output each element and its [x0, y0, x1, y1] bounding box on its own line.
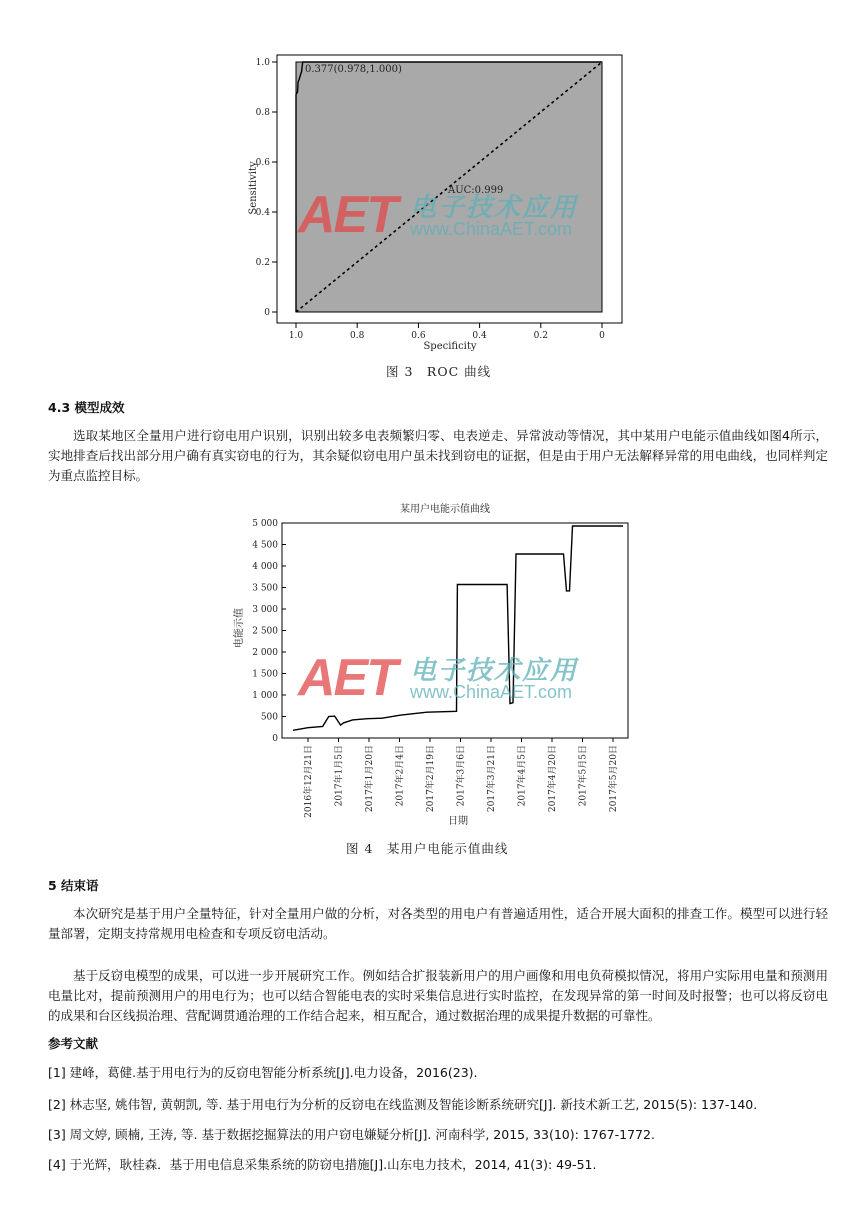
energy-y-tick-label: 0	[272, 734, 278, 744]
watermark-cn: 电子技术应用	[410, 656, 579, 686]
watermark-1	[298, 185, 588, 255]
roc-y-tick-label: 0	[264, 308, 270, 318]
roc-x-tick-label: 1.0	[288, 331, 304, 341]
energy-y-axis-label: 电能示值	[234, 608, 245, 648]
roc-annotation-cutoff: 0.377(0.978,1.000)	[305, 64, 402, 75]
watermark-url: www.ChinaAET.com	[410, 682, 573, 702]
watermark-brand: AET	[298, 186, 396, 244]
energy-x-tick-label: 2017年2月19日	[426, 745, 436, 813]
roc-y-tick-label: 1.0	[255, 58, 270, 68]
energy-y-tick-label: 1 000	[252, 691, 278, 701]
energy-x-tick-label: 2017年3月6日	[456, 745, 467, 807]
section-5-paragraph-2: 基于反窃电模型的成果，可以进一步开展研究工作。例如结合扩报装新用户的用户画像和用电负荷模拟情况，将用户实际用电量和预测用电量比对，提前预测用户的用电行为；也可以结合智能电表的实时采集信息进行实时监控，在发现异常的第一时间及时报警；也可以将反窃电的成果和台区线损治理、营配调贯通治理的工作结合起来，相互配合，通过数据治理的成果提升数据的可靠性。	[48, 968, 828, 1023]
roc-annotation-auc: AUC:0.999	[448, 185, 504, 196]
roc-y-axis-label: Sensitivity	[248, 161, 259, 215]
roc-y-tick-label: 0.6	[255, 158, 270, 168]
energy-y-tick-label: 2 500	[252, 626, 278, 637]
energy-x-tick-label: 2017年4月20日	[548, 745, 558, 813]
figure3-caption: 图 3 ROC 曲线	[386, 364, 492, 379]
watermark-cn: 电子技术应用	[410, 193, 579, 223]
section-4-3-heading: 4.3 模型成效	[48, 400, 125, 415]
energy-x-tick-label: 2017年5月20日	[609, 745, 619, 813]
energy-y-tick-label: 4 500	[252, 540, 278, 551]
reference-item-3: [3] 周文婷, 顾楠, 王涛, 等. 基于数据挖掘算法的用户窃电嫌疑分析[J]. 河南科学, 2015, 33(10): 1767-1772.	[48, 1127, 655, 1142]
energy-x-tick-label: 2017年1月20日	[365, 745, 375, 813]
energy-x-tick-label: 2017年5月5日	[578, 745, 589, 807]
roc-y-tick-label: 0.2	[255, 258, 270, 268]
energy-y-tick-label: 1 500	[252, 669, 278, 680]
watermark-brand: AET	[298, 649, 396, 707]
roc-x-tick-label: 0.2	[533, 331, 548, 341]
energy-x-tick-label: 2017年3月21日	[487, 745, 497, 813]
energy-y-tick-label: 2 000	[252, 648, 278, 658]
roc-x-tick-label: 0	[599, 331, 605, 341]
energy-y-tick-label: 5 000	[252, 519, 278, 529]
references-heading: 参考文献	[48, 1036, 99, 1051]
reference-item-1: [1] 建峰，葛健.基于用电行为的反窃电智能分析系统[J].电力设备，2016(23).	[48, 1065, 478, 1080]
energy-x-tick-label: 2017年1月5日	[334, 745, 345, 807]
watermark-2	[298, 648, 588, 718]
watermark-url: www.ChinaAET.com	[410, 219, 573, 239]
energy-y-tick-label: 4 000	[252, 562, 278, 572]
energy-chart-title: 某用户电能示值曲线	[400, 504, 490, 515]
energy-x-axis-label: 日期	[448, 816, 468, 827]
section-4-3-paragraph: 选取某地区全量用户进行窃电用户识别，识别出较多电表频繁归零、电表逆走、异常波动等情况，其中某用户电能示值曲线如图4所示，实地排查后找出部分用户确有真实窃电的行为，其余疑似窃电用户虽未找到窃电的证据，但是由于用户无法解释异常的用电曲线，也同样判定为重点监控目标。	[48, 428, 828, 483]
roc-x-tick-label: 0.6	[411, 331, 426, 341]
energy-x-tick-label: 2016年12月21日	[304, 745, 314, 818]
energy-y-tick-label: 3 500	[252, 583, 278, 594]
reference-item-2: [2] 林志坚, 姚伟智, 黄朝凯, 等. 基于用电行为分析的反窃电在线监测及智能诊断系统研究[J]. 新技术新工艺, 2015(5): 137-140.	[48, 1097, 758, 1112]
roc-y-tick-label: 0.4	[255, 208, 270, 218]
energy-x-tick-label: 2017年2月4日	[395, 745, 406, 807]
roc-y-tick-label: 0.8	[255, 108, 270, 118]
energy-x-tick-label: 2017年4月5日	[517, 745, 528, 807]
roc-x-axis-label: Specificity	[423, 341, 477, 352]
energy-y-tick-label: 500	[260, 712, 278, 723]
section-5-heading: 5 结束语	[48, 878, 99, 893]
energy-y-tick-label: 3 000	[252, 605, 278, 615]
roc-x-tick-label: 0.8	[350, 331, 365, 341]
figure4-caption: 图 4 某用户电能示值曲线	[346, 841, 509, 856]
roc-x-tick-label: 0.4	[472, 331, 487, 341]
reference-item-4: [4] 于光辉，耿桂森．基于用电信息采集系统的防窃电措施[J].山东电力技术，2014, 41(3): 49-51.	[48, 1157, 597, 1172]
section-5-paragraph-1: 本次研究是基于用户全量特征，针对全量用户做的分析，对各类型的用电户有普遍适用性，适合开展大面积的排查工作。模型可以进行轻量部署，定期支持常规用电检查和专项反窃电活动。	[48, 906, 828, 941]
